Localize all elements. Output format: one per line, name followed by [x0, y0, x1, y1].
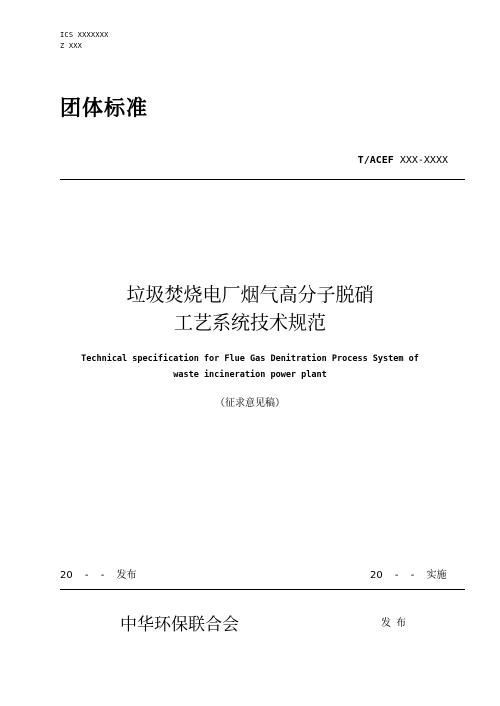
- document-type-heading: 团体标准: [60, 96, 148, 120]
- english-title-line-2: waste incineration power plant: [173, 370, 327, 380]
- issue-label: 发布: [116, 570, 137, 581]
- issue-year: 20: [60, 570, 73, 581]
- footer-divider: [60, 589, 465, 590]
- ccs-code: Z XXX: [60, 42, 83, 50]
- implementation-day-placeholder: -: [410, 570, 415, 581]
- standard-number: [358, 155, 448, 166]
- implementation-date: [370, 566, 447, 581]
- ics-code: ICS XXXXXXX: [60, 31, 109, 39]
- issue-day-placeholder: -: [100, 570, 105, 581]
- english-title-line-1: Technical specification for Flue Gas Denitration Process System of: [81, 354, 419, 364]
- draft-status: （征求意见稿）: [215, 398, 285, 409]
- publish-label: 发布: [381, 618, 411, 629]
- implementation-month-placeholder: -: [394, 570, 399, 581]
- chinese-title-line-2: 工艺系统技术规范: [173, 312, 326, 334]
- issue-month-placeholder: -: [84, 570, 89, 581]
- standard-serial: XXX-XXXX: [399, 155, 448, 166]
- implementation-year: 20: [370, 570, 383, 581]
- chinese-title-line-1: 垃圾焚烧电厂烟气高分子脱硝: [126, 284, 374, 306]
- issuing-organization: 中华环保联合会: [120, 615, 239, 635]
- standard-code: T/ACEF: [357, 155, 394, 166]
- header-divider: [60, 179, 465, 180]
- implementation-label: 实施: [426, 570, 447, 581]
- issue-date: [60, 566, 137, 581]
